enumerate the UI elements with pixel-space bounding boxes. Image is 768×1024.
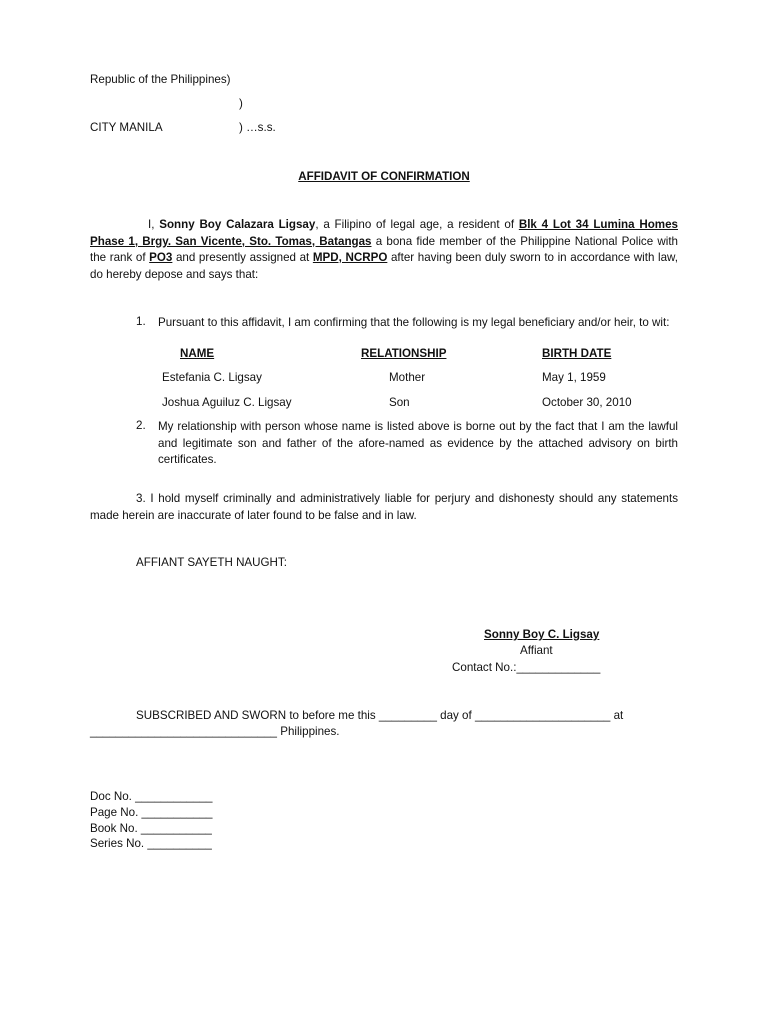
table-header-name: NAME [180,347,215,360]
item-2-text: My relationship with person whose name is listed above is borne out by the fact that I am the lawful and legitimate son and father of the afore-named as evidence by the attached advisory on birth certificates. [158,420,678,466]
contact-number-line: Contact No.:_____________ [452,661,601,674]
intro-text-2: , a Filipino of legal age, a resident of [315,218,519,231]
table-cell-name: Estefania C. Ligsay [162,371,262,384]
item-1-number: 1. [136,315,146,328]
table-cell-birth-date: October 30, 2010 [542,396,632,409]
series-no-line: Series No. __________ [90,837,212,850]
table-header-relationship: RELATIONSHIP [361,347,447,360]
header-ss: ) …s.s. [239,121,276,134]
affiant-assignment: MPD, NCRPO [312,251,388,264]
signatory-role: Affiant [520,644,553,657]
item-2-number: 2. [136,419,146,432]
table-header-birth-date: BIRTH DATE [542,347,612,360]
table-cell-name: Joshua Aguiluz C. Ligsay [162,396,292,409]
page-no-line: Page No. ___________ [90,806,213,819]
intro-text-5: after having been duly sworn to in accordance with law, do hereby depose and says that: [90,251,678,281]
doc-no-line: Doc No. ____________ [90,790,213,803]
intro-text-3: a bona fide member of the Philippine National Police with the rank of [90,234,678,264]
header-city: CITY MANILA [90,121,163,134]
table-cell-relationship: Son [389,396,410,409]
jurat-line-2: _____________________________ Philippines. [90,725,340,738]
affiant-address: Blk 4 Lot 34 Lumina Homes Phase 1, Brgy. San Vicente, Sto. Tomas, Batangas [90,218,679,248]
intro-text-4: and presently assigned at [172,251,313,264]
item-3-text: 3. I hold myself criminally and administratively liable for perjury and dishonesty should any statements made herein are inaccurate of later found to be false and in law. [90,492,678,522]
affiant-rank: PO3 [149,251,173,264]
header-republic: Republic of the Philippines) [90,73,231,86]
jurat-line-1: SUBSCRIBED AND SWORN to before me this _________ day of _____________________ at [136,709,624,722]
table-cell-birth-date: May 1, 1959 [542,371,606,384]
intro-paragraph [90,217,678,283]
intro-text-1: I, [148,218,160,231]
signatory-name: Sonny Boy C. Ligsay [484,628,600,641]
document-title: AFFIDAVIT OF CONFIRMATION [298,170,470,183]
affiant-full-name: Sonny Boy Calazara Ligsay [159,218,316,231]
item-1-text: Pursuant to this affidavit, I am confirming that the following is my legal beneficiary and/or heir, to wit: [158,316,670,329]
affiant-sayeth-naught: AFFIANT SAYETH NAUGHT: [136,556,287,569]
book-no-line: Book No. ___________ [90,822,212,835]
table-cell-relationship: Mother [389,371,426,384]
header-paren: ) [239,97,243,110]
